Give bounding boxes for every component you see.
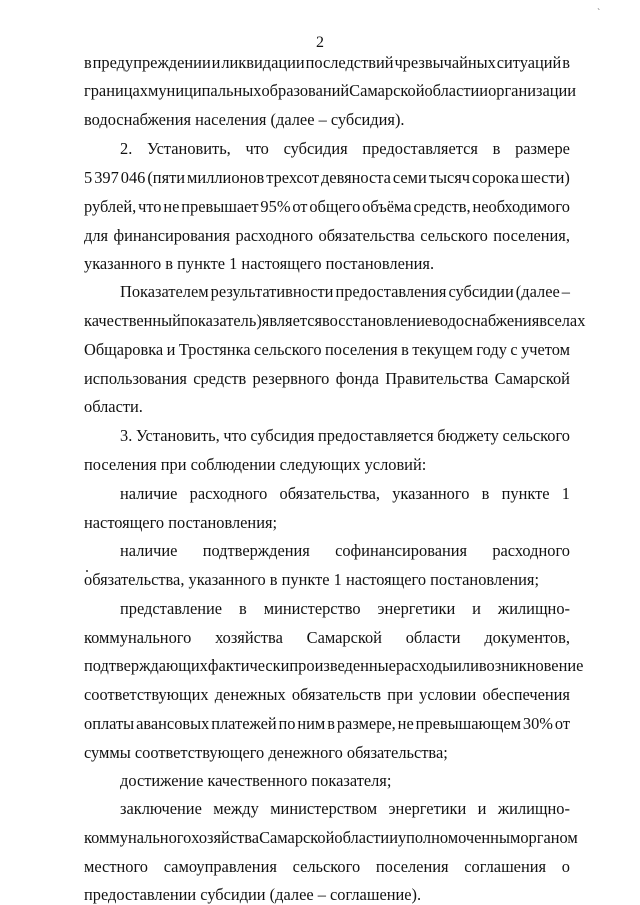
word: сельского (420, 226, 488, 245)
word: в (539, 311, 547, 330)
word: образований (261, 81, 350, 100)
word: авансовых (136, 714, 210, 733)
word: представление (120, 599, 223, 618)
word: обязательства (318, 226, 415, 245)
word: размере, (336, 714, 396, 733)
word: области (405, 628, 461, 647)
word: произведенные (289, 656, 396, 675)
word: Установить, (135, 426, 220, 445)
word: в (84, 53, 92, 72)
text-line (120, 484, 570, 504)
word: хозяйства (215, 628, 283, 647)
text-line (84, 81, 577, 101)
word: что (223, 426, 247, 445)
word: объёма (362, 197, 412, 216)
word: министерство (263, 599, 361, 618)
word: в (327, 714, 335, 733)
word: в (492, 139, 501, 158)
word: средств (193, 369, 247, 388)
word: от (292, 197, 308, 216)
text-line (84, 628, 570, 648)
text-line (84, 369, 570, 389)
word: ним (297, 714, 326, 733)
word: не (163, 197, 180, 216)
word: качественный (84, 311, 181, 330)
word: необходимого (472, 197, 570, 216)
word: 3. (120, 426, 133, 445)
word: сорока (472, 168, 519, 187)
word: коммунального (84, 828, 192, 847)
word: подтверждающих (84, 656, 208, 675)
word: и (477, 799, 487, 818)
word: и (472, 599, 481, 618)
word: соглашения (464, 857, 547, 876)
word: Правительства (385, 369, 489, 388)
word: ситуаций (496, 53, 562, 72)
word: (пяти (147, 168, 186, 187)
word: указанного (392, 484, 470, 503)
word: документов, (484, 628, 570, 647)
word: хозяйства (191, 828, 260, 847)
text-line (84, 828, 578, 848)
text-line (84, 714, 570, 734)
word: границах (84, 81, 148, 100)
word: предупреждении (92, 53, 211, 72)
text-line (84, 685, 570, 705)
text-line (84, 197, 570, 217)
word: 30% (522, 714, 553, 733)
word: бюджету (437, 426, 499, 445)
text-line (120, 282, 570, 302)
word: денежных (214, 685, 286, 704)
word: ликвидации (221, 53, 305, 72)
word: учетом (521, 340, 570, 359)
word: текущем (412, 340, 473, 359)
word: расходного (492, 541, 570, 560)
word: общего (309, 197, 361, 216)
text-line: достижение качественного показателя; (120, 771, 392, 790)
word: энергетики (388, 799, 467, 818)
word: подтверждения (202, 541, 310, 560)
word: размере (515, 139, 570, 158)
word: водоснабжения (432, 311, 540, 330)
word: семи (392, 168, 427, 187)
word: Общаровка (84, 340, 164, 359)
word: расходного (235, 226, 314, 245)
word: 5 (84, 168, 93, 187)
word: субсидии (448, 282, 514, 301)
word: Самарской (494, 369, 570, 388)
word: девяноста (320, 168, 391, 187)
word: возникновение (478, 656, 584, 675)
word: жилищно- (497, 799, 570, 818)
word: обязательств (291, 685, 382, 704)
word: для (84, 226, 109, 245)
word: при (387, 685, 413, 704)
text-line (84, 226, 570, 246)
word: расходного (189, 484, 268, 503)
word: в (401, 340, 409, 359)
word: заключение (120, 799, 202, 818)
word: поселения, (493, 226, 570, 245)
word: что (138, 197, 162, 216)
word: превышает (181, 197, 259, 216)
word: трехсот (266, 168, 319, 187)
word: органом (520, 828, 578, 847)
word: селах (546, 311, 586, 330)
word: и (211, 53, 221, 72)
text-line (84, 656, 584, 676)
word: организации (488, 81, 577, 100)
word: поселения (375, 857, 449, 876)
word: миллионов (187, 168, 265, 187)
word: 95% (260, 197, 291, 216)
word: обязательства, (279, 484, 380, 503)
word: поселения (324, 340, 398, 359)
word: условии (419, 685, 477, 704)
text-line (84, 340, 570, 360)
word: и (389, 828, 398, 847)
word: пункте (501, 484, 550, 503)
text-line (120, 426, 570, 446)
word: платежей (211, 714, 277, 733)
word: (далее (515, 282, 560, 301)
word: предоставляется (362, 139, 478, 158)
text-line: области. (84, 397, 143, 416)
word: между (213, 799, 259, 818)
word: жилищно- (497, 599, 570, 618)
word: фактически (207, 656, 290, 675)
text-line: предоставлении субсидии (далее – соглашение). (84, 885, 422, 904)
word: обеспечения (482, 685, 570, 704)
word: в (481, 484, 490, 503)
page-number: 2 (316, 34, 324, 51)
text-line (84, 311, 586, 331)
text-line: указанного в пункте 1 настоящего постановления. (84, 254, 435, 273)
word: фонда (335, 369, 379, 388)
word: – (561, 282, 570, 301)
text-line (84, 168, 570, 188)
word: 397 (94, 168, 119, 187)
word: расходы (395, 656, 454, 675)
text-line: обязательства, указанного в пункте 1 настоящего постановления; (84, 570, 540, 589)
word: Самарской (306, 628, 382, 647)
word: наличие (120, 541, 178, 560)
word: предоставляется (318, 426, 434, 445)
word: году (476, 340, 507, 359)
word: Установить, (147, 139, 231, 158)
word: является (261, 311, 323, 330)
word: рублей, (84, 197, 137, 216)
text-line (120, 799, 570, 819)
word: самоуправления (163, 857, 277, 876)
word: шести) (520, 168, 570, 187)
word: субсидия (283, 139, 348, 158)
text-line: настоящего постановления; (84, 513, 278, 532)
word: о (561, 857, 570, 876)
word: резервного (252, 369, 330, 388)
word: области (334, 828, 390, 847)
word: Самарской (349, 81, 425, 100)
word: по (278, 714, 296, 733)
text-line (84, 857, 570, 877)
word: от (554, 714, 570, 733)
word: Показателем (120, 282, 209, 301)
word: в (239, 599, 247, 618)
word: финансирования (113, 226, 231, 245)
word: сельского (502, 426, 570, 445)
word: Самарской (259, 828, 335, 847)
text-line (120, 541, 570, 561)
word: 046 (120, 168, 146, 187)
word: области (424, 81, 480, 100)
word: показатель) (180, 311, 262, 330)
text-line (120, 139, 570, 159)
text-line: водоснабжения населения (далее – субсидия). (84, 110, 405, 129)
word: уполномоченным (397, 828, 521, 847)
word: чрезвычайных (394, 53, 496, 72)
word: 2. (120, 139, 133, 158)
word: местного (84, 857, 148, 876)
word: 1 (561, 484, 570, 503)
word: и (166, 340, 176, 359)
word: последствий (305, 53, 394, 72)
word: с (510, 340, 518, 359)
word: и (479, 81, 489, 100)
word: или (453, 656, 479, 675)
word: результативности (210, 282, 334, 301)
text-line: суммы соответствующего денежного обязательства; (84, 743, 448, 762)
text-line (120, 599, 570, 619)
word: в (562, 53, 570, 72)
word: Тростянка (178, 340, 251, 359)
word: превышающем (415, 714, 522, 733)
word: муниципальных (147, 81, 262, 100)
corner-mark: ` (597, 8, 601, 19)
word: сельского (292, 857, 361, 876)
text-line: поселения при соблюдении следующих условий: (84, 455, 427, 474)
word: тысяч (428, 168, 471, 187)
word: субсидия (250, 426, 315, 445)
word: сельского (254, 340, 322, 359)
word: не (397, 714, 414, 733)
word: средств, (413, 197, 471, 216)
word: что (245, 139, 269, 158)
word: соответствующих (84, 685, 209, 704)
word: энергетики (377, 599, 456, 618)
word: восстановление (322, 311, 433, 330)
word: коммунального (84, 628, 192, 647)
word: софинансирования (335, 541, 468, 560)
word: наличие (120, 484, 178, 503)
word: использования (84, 369, 187, 388)
word: предоставления (335, 282, 447, 301)
text-line (84, 53, 570, 73)
word: министерством (270, 799, 378, 818)
word: оплаты (84, 714, 135, 733)
